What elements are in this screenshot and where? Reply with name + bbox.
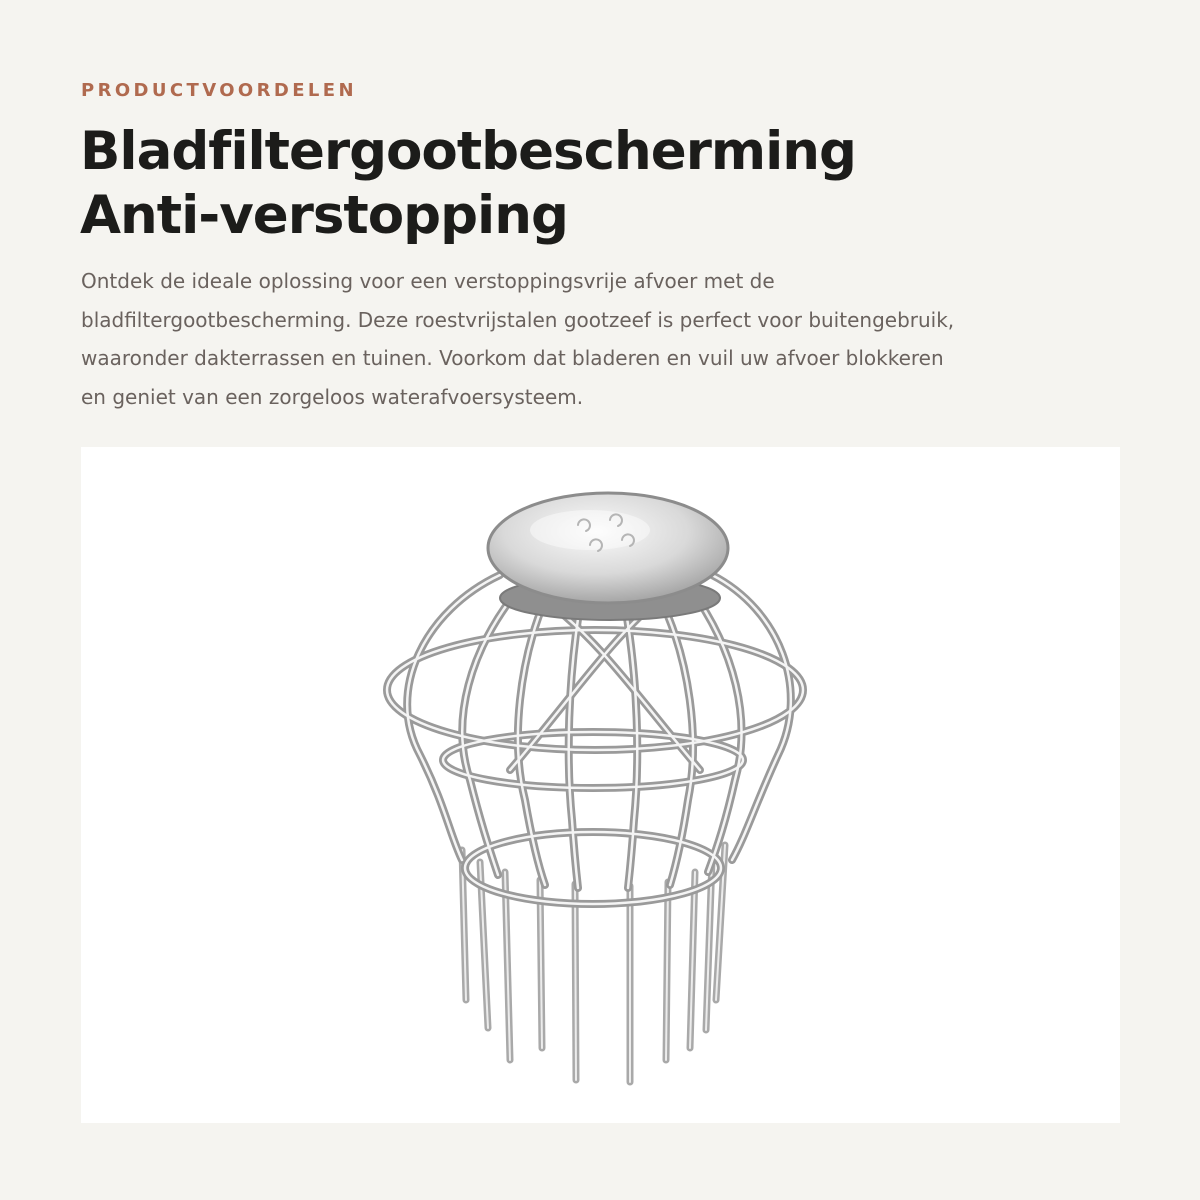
section-eyebrow: PRODUCTVOORDELEN [81, 80, 357, 101]
description-line-1: Ontdek de ideale oplossing voor een verstoppingsvrije afvoer met de [81, 269, 775, 293]
description-line-2: bladfiltergootbescherming. Deze roestvrijstalen gootzeef is perfect voor buitengebruik, [81, 307, 955, 332]
product-title [80, 120, 1140, 248]
product-image-panel [81, 447, 1120, 1123]
product-description [81, 262, 1121, 416]
product-title-line-1: Bladfiltergootbescherming [80, 121, 856, 182]
gutter-strainer-illustration [81, 447, 1120, 1123]
description-line-3: waaronder dakterrassen en tuinen. Voorkom dat bladeren en vuil uw afvoer blokkeren [81, 346, 944, 370]
description-line-4: en geniet van een zorgeloos waterafvoersysteem. [81, 384, 584, 409]
product-title-line-2: Anti-verstopping [80, 185, 568, 246]
